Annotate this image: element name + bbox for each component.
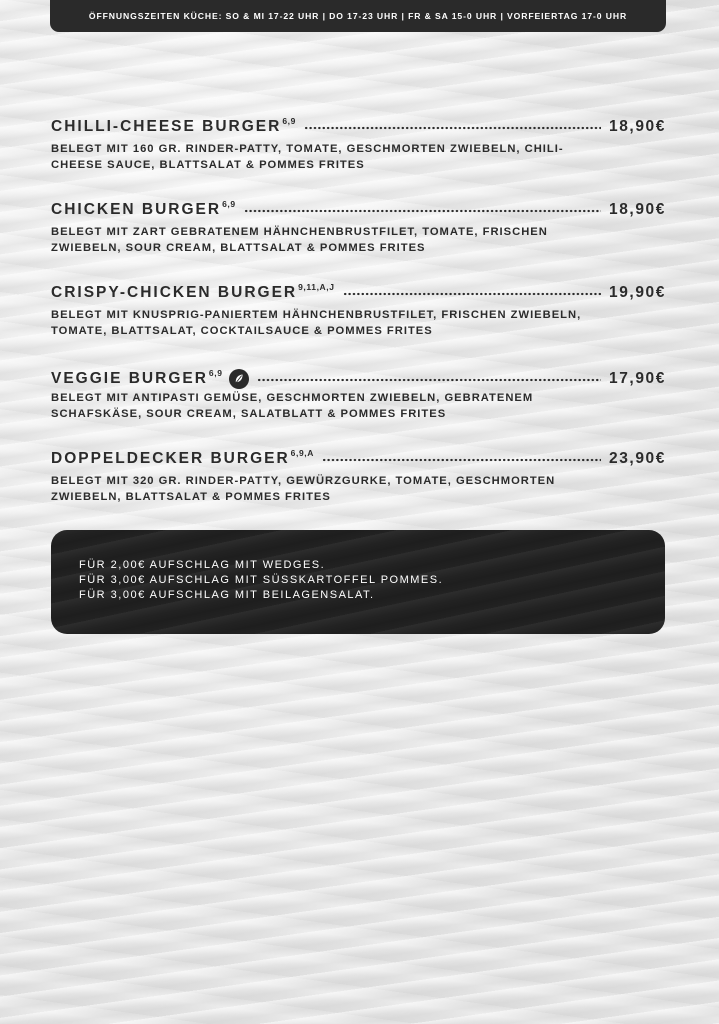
dot-leader [322,458,601,462]
menu-item-name: CHICKEN BURGER [51,201,222,218]
menu-item-allergens: 6,9 [282,116,296,126]
description-line: BELEGT MIT 320 GR. RINDER-PATTY, GEWÜRZGURKE, TOMATE, GESCHMORTEN [51,475,556,487]
side-option: FÜR 3,00€ AUFSCHLAG MIT BEILAGENSALAT. [79,589,375,601]
menu-item-description [51,141,651,173]
description-line: BELEGT MIT ANTIPASTI GEMÜSE, GESCHMORTEN ZWIEBELN, GEBRATENEM [51,392,534,404]
menu-item [51,450,666,505]
description-line: ZWIEBELN, SOUR CREAM, BLATTSALAT & POMMES FRITES [51,242,426,254]
menu-item-header [51,118,666,140]
menu-item-header [51,284,666,306]
menu-item [51,367,666,422]
leaf-icon-svg [233,373,245,385]
burger-menu-list [51,118,666,533]
menu-item-name: CRISPY-CHICKEN BURGER [51,284,298,301]
menu-item-price: 18,90€ [608,201,666,218]
menu-item-header [51,450,666,472]
opening-hours-text: ÖFFNUNGSZEITEN KÜCHE: SO & MI 17-22 UHR | DO 17-23 UHR | FR & SA 15-0 UHR | VORFEIERTAG 17-0 UHR [88,11,628,21]
description-line: BELEGT MIT 160 GR. RINDER-PATTY, TOMATE, GESCHMORTEN ZWIEBELN, CHILI- [51,143,564,155]
menu-item-price: 18,90€ [608,118,666,135]
menu-item-name: VEGGIE BURGER [51,370,208,387]
description-line: SCHAFSKÄSE, SOUR CREAM, SALATBLATT & POMMES FRITES [51,408,447,420]
opening-hours-bar [50,0,666,32]
menu-item-price: 23,90€ [608,450,666,467]
dot-leader [343,292,601,296]
side-options-list [51,530,665,603]
menu-item-allergens: 6,9 [222,199,236,209]
menu-item-description [51,473,651,505]
menu-item-header [51,367,666,389]
leaf-icon [229,369,249,389]
menu-item-description [51,224,651,256]
dot-leader [304,126,601,130]
dot-leader [244,209,601,213]
menu-item-name: DOPPELDECKER BURGER [51,450,290,467]
dot-leader [257,378,601,382]
menu-item-name: CHILLI-CHEESE BURGER [51,118,282,135]
description-line: BELEGT MIT ZART GEBRATENEM HÄHNCHENBRUSTFILET, TOMATE, FRISCHEN [51,226,548,238]
menu-item-price: 17,90€ [608,370,666,387]
menu-item [51,118,666,173]
side-options-box [51,530,665,634]
menu-item [51,201,666,256]
menu-item-allergens: 9,11,A,J [298,282,335,292]
description-line: BELEGT MIT KNUSPRIG-PANIERTEM HÄHNCHENBRUSTFILET, FRISCHEN ZWIEBELN, [51,309,582,321]
menu-item-header [51,201,666,223]
menu-item-allergens: 6,9,A [290,448,314,458]
side-option: FÜR 3,00€ AUFSCHLAG MIT SÜSSKARTOFFEL POMMES. [79,574,444,586]
menu-item-description [51,307,651,339]
menu-item-description [51,390,651,422]
description-line: ZWIEBELN, BLATTSALAT & POMMES FRITES [51,491,331,503]
menu-item [51,284,666,339]
description-line: CHEESE SAUCE, BLATTSALAT & POMMES FRITES [51,159,365,171]
description-line: TOMATE, BLATTSALAT, COCKTAILSAUCE & POMMES FRITES [51,325,433,337]
menu-item-allergens: 6,9 [208,368,223,378]
menu-item-price: 19,90€ [608,284,666,301]
side-option: FÜR 2,00€ AUFSCHLAG MIT WEDGES. [79,559,326,571]
